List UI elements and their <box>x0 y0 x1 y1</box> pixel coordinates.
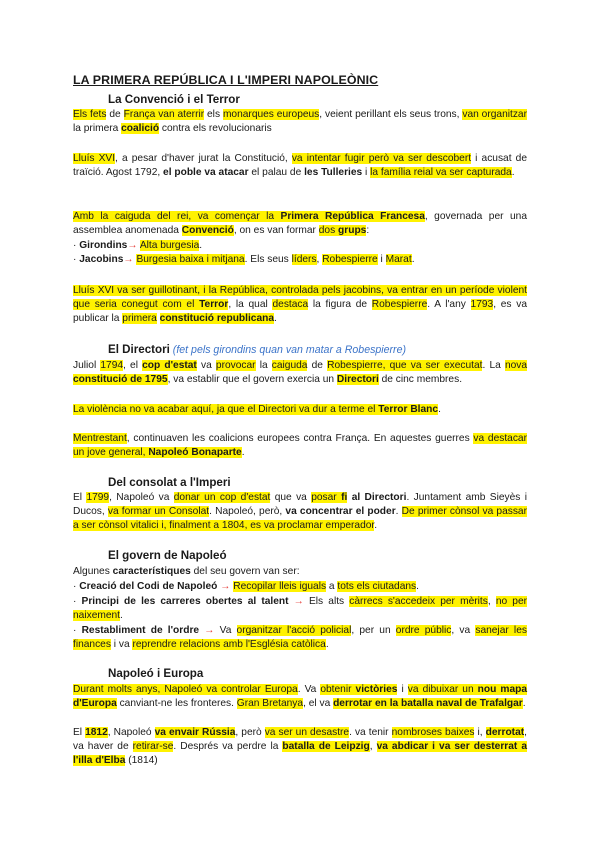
paragraph: Lluís XVI va ser guillotinant, i la República, controlada pels jacobins, va entrar en un període violent que seria conegut com el Terror, la qual destaca la figura de Robespierre. A l'any 1793, es va publicar la primera constitució republicana. <box>73 285 527 325</box>
highlighted-text: primera <box>122 313 157 325</box>
page-title: LA PRIMERA REPÚBLICA I L'IMPERI NAPOLEÒNIC <box>73 73 379 87</box>
paragraph: · Principi de les carreres obertes al talent → Els alts càrrecs s'accedeix per mèrits, no per naixement. <box>73 596 528 622</box>
highlighted-text: Terror <box>199 299 229 311</box>
highlighted-text: victòries <box>355 684 398 695</box>
highlighted-text: posar <box>311 492 342 503</box>
highlighted-text: Lluís XVI va ser guillotinant, i la República, controlada pels jacobins, va entrar en un període violent que seria conegut com el <box>73 285 527 311</box>
highlighted-text: Recopilar lleis iguals <box>233 581 327 592</box>
highlighted-text: caiguda <box>271 360 308 371</box>
paragraph: Amb la caiguda del rei, va començar la Primera República Francesa, governada per una assemblea anomenada Convenció, on es van formar dos grups: <box>73 211 528 237</box>
paragraph: Algunes característiques del seu govern van ser: <box>73 566 300 577</box>
bold-text: va concentrar el poder <box>285 506 396 518</box>
arrow-icon: → <box>199 625 220 636</box>
highlighted-text: va formar un Consolat <box>107 506 210 518</box>
section-heading <box>108 667 203 680</box>
highlighted-text: coalició <box>121 123 160 135</box>
highlighted-text: va ser un desastre <box>264 727 350 738</box>
highlighted-text: fi <box>341 492 348 503</box>
paragraph: · Girondins→ Alta burgesia. <box>73 240 203 251</box>
paragraph: · Creació del Codi de Napoleó → Recopilar lleis iguals a tots els ciutadans. <box>73 581 419 592</box>
highlighted-text: nou mapa d'Europa <box>73 684 527 710</box>
highlighted-text: La violència no va acabar aquí, ja que el Directori va dur a terme el <box>73 404 379 415</box>
section-heading-text: El govern de Napoleó <box>108 549 227 562</box>
highlighted-text: retirar-se <box>132 741 174 753</box>
highlighted-text: batalla de Leipzig <box>282 741 370 753</box>
paragraph: El 1812, Napoleó va envair Rússia, però va ser un desastre. va tenir nombroses baixes i, derrotat, va haver de retirar-se. Després va perdre la batalla de Leipzig, va abdicar i va ser desterrat a l'illa d'Elba (1814) <box>73 727 527 767</box>
highlighted-text: constitució de 1795 <box>73 374 168 386</box>
arrow-icon: → <box>288 596 309 607</box>
highlighted-text: Robespierre <box>322 254 378 265</box>
paragraph: · Restabliment de l'ordre → Va organitzar l'acció policial, per un ordre públic, va sanejar les finances i va reprendre relacions amb l'Església catòlica. <box>73 625 527 651</box>
highlighted-text: va dibuixar un <box>407 684 478 695</box>
highlighted-text: Directori <box>336 374 379 386</box>
highlighted-text: dos <box>318 225 339 237</box>
highlighted-text: van organitzar <box>462 109 527 120</box>
section-heading-text: Napoleó i Europa <box>108 667 204 680</box>
highlighted-text: 1793 <box>470 299 494 311</box>
highlighted-text: provocar <box>215 360 256 371</box>
highlighted-text: Terror Blanc <box>378 404 439 415</box>
highlighted-text: va abdicar i va ser desterrat a l'illa d'Elba <box>73 741 527 767</box>
highlighted-text: Napoleó Bonaparte <box>148 447 242 459</box>
bold-text: el poble va atacar <box>163 167 249 179</box>
paragraph: Mentrestant, continuaven les coalicions europees contra França. En aquestes guerres va destacar un jove general, Napoleó Bonaparte. <box>73 433 527 459</box>
arrow-icon: → <box>217 581 234 592</box>
highlighted-text: Robespierre, que va ser executat <box>327 360 483 371</box>
highlighted-text: De primer cònsol va passar a ser cònsol vitalici i, finalment a 1804, es va proclamar emperador <box>73 506 527 532</box>
paragraph: · Jacobins→ Burgesia baixa i mitjana. Els seus líders, Robespierre i Marat. <box>73 254 415 265</box>
paragraph: Juliol 1794, el cop d'estat va provocar la caiguda de Robespierre, que va ser executat. La nova constitució de 1795, va establir que el govern exercia un Directori de cinc membres. <box>73 360 528 386</box>
section-heading-note: (fet pels girondins quan van matar a Robespierre) <box>169 344 406 356</box>
highlighted-text: organitzar l'acció policial <box>236 625 352 636</box>
highlighted-text: obtenir <box>320 684 356 695</box>
section-heading <box>108 476 231 489</box>
highlighted-text: Amb la caiguda del rei, va començar la <box>73 211 281 222</box>
bold-text: Restabliment de l'ordre <box>81 625 200 636</box>
highlighted-text: va envair Rússia <box>154 727 236 738</box>
section-heading <box>108 93 240 106</box>
highlighted-text: monarques europeus <box>222 109 320 120</box>
highlighted-text: Gran Bretanya <box>236 698 304 710</box>
bold-text: Principi de les carreres obertes al talent <box>81 596 289 607</box>
bold-text: les Tulleries <box>304 167 363 179</box>
highlighted-text: grups <box>338 225 367 237</box>
highlighted-text: líders <box>291 254 317 265</box>
highlighted-text: la família reial va ser capturada <box>370 167 512 179</box>
highlighted-text: Robespierre <box>371 299 428 311</box>
paragraph: La violència no va acabar aquí, ja que el Directori va dur a terme el Terror Blanc. <box>73 404 441 415</box>
highlighted-text: França van aterrir <box>123 109 205 120</box>
highlighted-text: derrotat <box>485 727 525 738</box>
highlighted-text: Durant molts anys, Napoleó va controlar Europa <box>73 684 298 695</box>
highlighted-text: sanejar les finances <box>73 625 527 651</box>
highlighted-text: Els fets <box>73 109 107 120</box>
paragraph: Lluís XVI, a pesar d'haver jurat la Constitució, va intentar fugir però va ser descobert i acusat de traïció. Agost 1792, el poble va atacar el palau de les Tulleries i la família reial va ser capturada. <box>73 153 527 179</box>
section-heading-text: La Convenció i el Terror <box>108 93 240 106</box>
highlighted-text: 1812 <box>85 727 108 738</box>
highlighted-text: càrrecs s'accedeix per mèrits <box>349 596 488 607</box>
bold-text: Girondins <box>79 240 128 251</box>
highlighted-text: nova <box>504 360 528 371</box>
section-heading <box>108 549 227 562</box>
section-heading <box>108 343 406 356</box>
highlighted-text: Marat <box>385 254 412 265</box>
bold-text: Jacobins <box>79 254 124 265</box>
section-heading-text: El Directori <box>108 343 170 356</box>
arrow-icon: → <box>127 240 140 251</box>
paragraph: El 1799, Napoleó va donar un cop d'estat que va posar fi al Directori. Juntament amb Sieyès i Ducos, va formar un Consolat. Napoleó, però, va concentrar el poder. De primer cònsol va passar a ser cònsol vitalici i, finalment a 1804, es va proclamar emperador. <box>73 492 527 532</box>
highlighted-text: nombroses baixes <box>391 727 475 738</box>
highlighted-text: derrotar en la batalla naval de Trafalgar <box>333 698 523 710</box>
highlighted-text: va destacar un jove general, <box>73 433 527 459</box>
bold-text: al Directori <box>351 492 407 503</box>
highlighted-text: destaca <box>272 299 309 311</box>
paragraph: Durant molts anys, Napoleó va controlar Europa. Va obtenir victòries i va dibuixar un nou mapa d'Europa canviant-ne les fronteres. Gran Bretanya, el va derrotar en la batalla naval de Trafalgar. <box>73 684 527 710</box>
highlighted-text: Mentrestant <box>73 433 127 444</box>
bold-text: Creació del Codi de Napoleó <box>79 581 218 592</box>
highlighted-text: Primera República Francesa <box>280 211 425 222</box>
bold-text: característiques <box>112 566 191 577</box>
highlighted-text: va intentar fugir <box>291 153 365 164</box>
highlighted-text: cop d'estat <box>142 360 197 371</box>
highlighted-text: però va ser descobert <box>364 153 472 164</box>
highlighted-text: constitució republicana <box>159 313 275 325</box>
arrow-icon: → <box>123 254 137 265</box>
highlighted-text: 1794 <box>100 360 124 371</box>
highlighted-text: reprendre relacions amb l'Església catòlica <box>132 639 326 651</box>
highlighted-text: no per naixement <box>73 596 528 622</box>
highlighted-text: tots els ciutadans <box>337 581 417 592</box>
highlighted-text: donar un cop d'estat <box>173 492 271 503</box>
highlighted-text: ordre públic <box>395 625 452 636</box>
highlighted-text: Convenció <box>181 225 234 237</box>
highlighted-text: Burgesia baixa i mitjana <box>136 254 245 265</box>
section-heading-text: Del consolat a l'Imperi <box>108 476 231 489</box>
highlighted-text: 1799 <box>86 492 110 503</box>
highlighted-text: Alta burgesia <box>139 240 200 251</box>
paragraph: Els fets de França van aterrir els monarques europeus, veient perillant els seus trons, van organitzar la primera coalició contra els revolucionaris <box>73 109 527 135</box>
highlighted-text: Lluís XVI <box>73 153 116 164</box>
